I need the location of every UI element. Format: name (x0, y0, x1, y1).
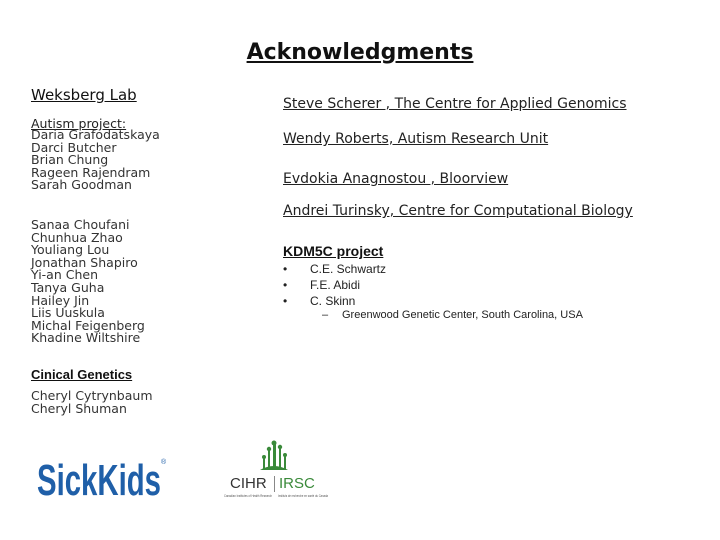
lab-members-list (31, 219, 145, 345)
list-item: Yi-an Chen (31, 267, 98, 283)
list-item: Liis Uuskula (31, 305, 105, 321)
list-item: Brian Chung (31, 152, 109, 168)
cihr-subtitle-fr: Instituts de recherche en santé du Canada (278, 494, 328, 498)
clinical-members-list (31, 390, 153, 415)
list-item: Tanya Guha (31, 279, 105, 295)
list-item: Cheryl Shuman (31, 400, 127, 416)
cihr-subtitle-en: Canadian Institutes of Health Research (224, 494, 272, 498)
list-item (283, 277, 386, 293)
collaborator-line: Andrei Turinsky, Centre for Computational Biology (283, 203, 633, 219)
list-item: Youliang Lou (31, 242, 110, 258)
bullet-icon: • (283, 278, 288, 292)
list-item: Cheryl Cytrynbaum (31, 388, 153, 403)
list-item: Hailey Jin (31, 292, 90, 308)
list-item-label: C. Skinn (310, 294, 356, 308)
list-item: Sarah Goodman (31, 177, 132, 193)
collaborator-line: Wendy Roberts, Autism Research Unit (283, 131, 549, 147)
kdm5c-affiliation (322, 309, 583, 321)
sickkids-logo (37, 450, 169, 506)
sickkids-wordmark: SickKid (37, 456, 169, 502)
registered-mark: ® (161, 459, 167, 466)
kdm5c-members-list (283, 261, 386, 309)
list-item: Chunhua Zhao (31, 229, 123, 245)
list-item: Darci Butcher (31, 139, 117, 155)
list-item: Jonathan Shapiro (31, 254, 138, 270)
list-item-label: C.E. Schwartz (310, 262, 387, 276)
autism-members-list (31, 129, 160, 192)
bullet-icon: • (283, 294, 288, 308)
collaborator-line: Steve Scherer , The Centre for Applied Genomics (283, 96, 627, 112)
list-item: Rageen Rajendram (31, 164, 151, 180)
collaborator-line: Evdokia Anagnostou , Bloorview (283, 171, 509, 187)
clinical-genetics-heading: Cinical Genetics (31, 367, 133, 382)
affiliation-text: Greenwood Genetic Center, South Carolina, USA (342, 309, 583, 321)
dash-icon: – (322, 309, 329, 321)
cihr-emblem-icon (260, 441, 288, 471)
cihr-wordmark: CIHR (230, 475, 267, 492)
cihr-logo (222, 438, 334, 510)
list-item: Sanaa Choufani (31, 217, 130, 232)
list-item: Michal Feigenberg (31, 317, 145, 333)
irsc-wordmark: IRSC (279, 475, 315, 492)
lab-heading: Weksberg Lab (31, 86, 137, 104)
list-item (283, 261, 386, 277)
list-item-label: F.E. Abidi (310, 278, 361, 292)
list-item: Khadine Wiltshire (31, 330, 141, 346)
bullet-icon: • (283, 262, 288, 276)
list-item: Daria Grafodatskaya (31, 127, 160, 142)
kdm5c-project-heading: KDM5C project (283, 243, 384, 259)
list-item (283, 293, 386, 309)
logo-divider (274, 476, 275, 492)
autism-project-heading: Autism project: (31, 116, 127, 131)
page-title: Acknowledgments (246, 40, 474, 65)
